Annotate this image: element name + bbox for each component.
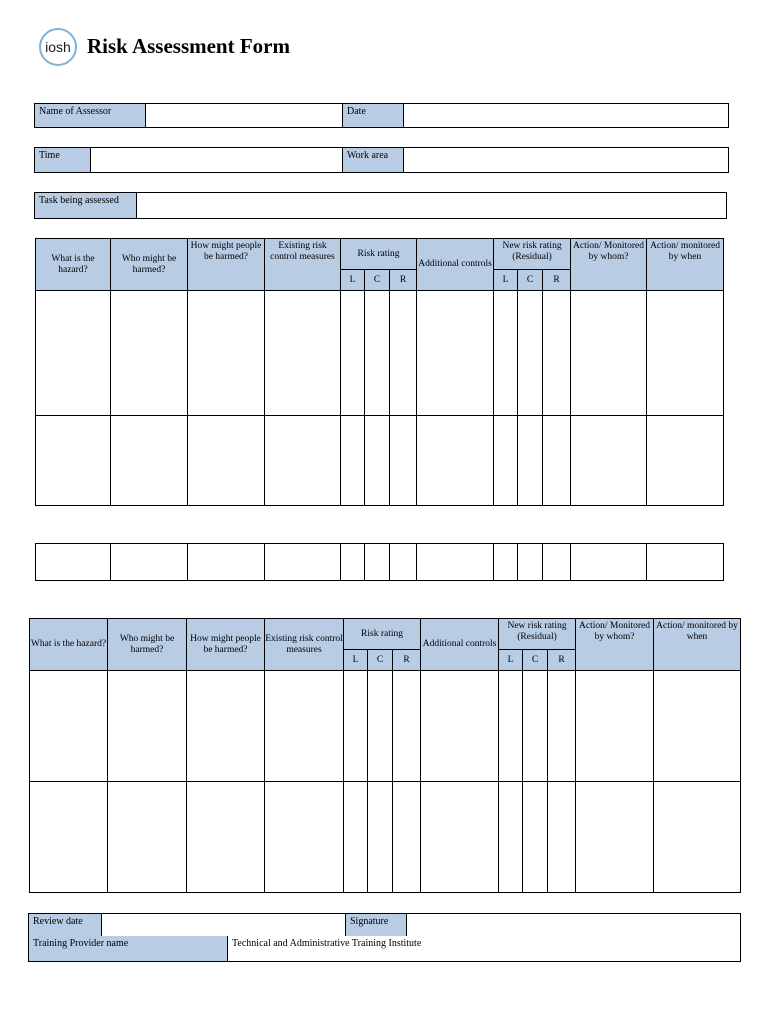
header-action-when: Action/ monitored by when bbox=[647, 239, 724, 291]
task-being-assessed-field[interactable] bbox=[137, 193, 726, 218]
table-cell[interactable] bbox=[265, 782, 344, 893]
time-field[interactable] bbox=[91, 148, 343, 172]
table-cell[interactable] bbox=[421, 671, 499, 782]
task-row bbox=[34, 192, 727, 219]
table-cell[interactable] bbox=[421, 782, 499, 893]
header-existing-controls: Existing risk control measures bbox=[265, 239, 341, 291]
header-c: C bbox=[368, 650, 393, 671]
table-cell[interactable] bbox=[188, 416, 265, 506]
header-hazard: What is the hazard? bbox=[36, 239, 111, 291]
table-row bbox=[30, 782, 741, 893]
risk-table-1 bbox=[35, 238, 724, 506]
table-cell[interactable] bbox=[265, 671, 344, 782]
header-new-l: L bbox=[499, 650, 523, 671]
table-row bbox=[36, 416, 724, 506]
svg-text:iosh: iosh bbox=[45, 39, 71, 55]
header-additional-controls: Additional controls bbox=[417, 239, 494, 291]
header-who-harmed: Who might be harmed? bbox=[111, 239, 188, 291]
table-cell[interactable] bbox=[571, 291, 647, 416]
table-cell[interactable] bbox=[108, 671, 187, 782]
table-cell[interactable] bbox=[187, 782, 265, 893]
header-existing-controls: Existing risk control measures bbox=[265, 619, 344, 671]
table-cell[interactable] bbox=[30, 782, 108, 893]
table-cell[interactable] bbox=[417, 416, 494, 506]
signature-field[interactable] bbox=[407, 914, 740, 936]
table-cell[interactable] bbox=[647, 291, 724, 416]
table-row bbox=[36, 544, 724, 581]
header-action-whom: Action/ Monitored by whom? bbox=[576, 619, 654, 671]
date-label: Date bbox=[343, 104, 404, 127]
table-cell[interactable] bbox=[571, 416, 647, 506]
table-cell[interactable] bbox=[265, 416, 341, 506]
assessor-row bbox=[34, 103, 729, 128]
header-c: C bbox=[365, 270, 390, 291]
header-new-r: R bbox=[548, 650, 576, 671]
table-cell[interactable] bbox=[265, 291, 341, 416]
table-cell[interactable] bbox=[188, 544, 265, 581]
table-cell[interactable] bbox=[365, 416, 390, 506]
header-how-harmed: How might people be harmed? bbox=[187, 619, 265, 671]
work-area-label: Work area bbox=[343, 148, 404, 172]
header-new-risk-rating: New risk rating (Residual) bbox=[494, 239, 571, 270]
header-new-risk-rating: New risk rating (Residual) bbox=[499, 619, 576, 650]
table-cell[interactable] bbox=[30, 671, 108, 782]
table-cell[interactable] bbox=[576, 671, 654, 782]
task-being-assessed-label: Task being assessed bbox=[35, 193, 137, 218]
table-cell[interactable] bbox=[344, 671, 368, 782]
table-cell[interactable] bbox=[499, 671, 523, 782]
header-hazard: What is the hazard? bbox=[30, 619, 108, 671]
table-cell[interactable] bbox=[111, 544, 188, 581]
table-cell[interactable] bbox=[36, 291, 111, 416]
table-cell[interactable] bbox=[417, 291, 494, 416]
risk-table-continuation bbox=[35, 543, 724, 581]
table-cell[interactable] bbox=[417, 544, 494, 581]
table-row bbox=[30, 671, 741, 782]
header-new-r: R bbox=[543, 270, 571, 291]
time-row bbox=[34, 147, 729, 173]
review-date-field[interactable] bbox=[102, 914, 346, 936]
table-cell[interactable] bbox=[494, 544, 518, 581]
header-new-c: C bbox=[518, 270, 543, 291]
review-row bbox=[28, 913, 741, 937]
header-l: L bbox=[341, 270, 365, 291]
table-cell[interactable] bbox=[543, 544, 571, 581]
header-r: R bbox=[390, 270, 417, 291]
table-cell[interactable] bbox=[543, 291, 571, 416]
table-cell[interactable] bbox=[341, 291, 365, 416]
table-cell[interactable] bbox=[518, 416, 543, 506]
table-cell[interactable] bbox=[390, 416, 417, 506]
header-l: L bbox=[344, 650, 368, 671]
review-date-label: Review date bbox=[29, 914, 102, 936]
page-title: Risk Assessment Form bbox=[87, 34, 290, 58]
table-cell[interactable] bbox=[647, 416, 724, 506]
header-new-c: C bbox=[523, 650, 548, 671]
table-cell[interactable] bbox=[368, 782, 393, 893]
risk-table-2 bbox=[29, 618, 741, 893]
table-cell[interactable] bbox=[647, 544, 724, 581]
table-cell[interactable] bbox=[265, 544, 341, 581]
header-new-l: L bbox=[494, 270, 518, 291]
table-cell[interactable] bbox=[654, 671, 741, 782]
header-action-whom: Action/ Monitored by whom? bbox=[571, 239, 647, 291]
table-cell[interactable] bbox=[36, 416, 111, 506]
table-cell[interactable] bbox=[390, 291, 417, 416]
table-cell[interactable] bbox=[523, 671, 548, 782]
table-cell[interactable] bbox=[543, 416, 571, 506]
table-cell[interactable] bbox=[390, 544, 417, 581]
table-cell[interactable] bbox=[365, 291, 390, 416]
table-cell[interactable] bbox=[393, 782, 421, 893]
header-risk-rating: Risk rating bbox=[341, 239, 417, 270]
table-cell[interactable] bbox=[187, 671, 265, 782]
table-cell[interactable] bbox=[365, 544, 390, 581]
table-cell[interactable] bbox=[188, 291, 265, 416]
header-r: R bbox=[393, 650, 421, 671]
table-cell[interactable] bbox=[548, 782, 576, 893]
table-cell[interactable] bbox=[523, 782, 548, 893]
table-cell[interactable] bbox=[494, 416, 518, 506]
iosh-logo bbox=[37, 27, 79, 67]
header-who-harmed: Who might be harmed? bbox=[108, 619, 187, 671]
training-provider-row bbox=[28, 936, 741, 962]
signature-label: Signature bbox=[346, 914, 407, 936]
header-risk-rating: Risk rating bbox=[344, 619, 421, 650]
table-cell[interactable] bbox=[108, 782, 187, 893]
table-row bbox=[36, 291, 724, 416]
table-cell[interactable] bbox=[111, 291, 188, 416]
header-action-when: Action/ monitored by when bbox=[654, 619, 741, 671]
table-cell[interactable] bbox=[368, 671, 393, 782]
table-cell[interactable] bbox=[548, 671, 576, 782]
table-cell[interactable] bbox=[499, 782, 523, 893]
table-cell[interactable] bbox=[518, 544, 543, 581]
table-cell[interactable] bbox=[654, 782, 741, 893]
table-cell[interactable] bbox=[494, 291, 518, 416]
table-cell[interactable] bbox=[341, 544, 365, 581]
date-field[interactable] bbox=[404, 104, 728, 127]
table-cell[interactable] bbox=[518, 291, 543, 416]
table-cell[interactable] bbox=[111, 416, 188, 506]
work-area-field[interactable] bbox=[404, 148, 728, 172]
header-how-harmed: How might people be harmed? bbox=[188, 239, 265, 291]
name-of-assessor-field[interactable] bbox=[146, 104, 343, 127]
training-provider-field[interactable]: Technical and Administrative Training Institute bbox=[228, 936, 740, 961]
table-cell[interactable] bbox=[571, 544, 647, 581]
table-cell[interactable] bbox=[36, 544, 111, 581]
table-cell[interactable] bbox=[576, 782, 654, 893]
time-label: Time bbox=[35, 148, 91, 172]
header-additional-controls: Additional controls bbox=[421, 619, 499, 671]
table-cell[interactable] bbox=[393, 671, 421, 782]
table-cell[interactable] bbox=[341, 416, 365, 506]
table-cell[interactable] bbox=[344, 782, 368, 893]
name-of-assessor-label: Name of Assessor bbox=[35, 104, 146, 127]
training-provider-label: Training Provider name bbox=[29, 936, 228, 961]
